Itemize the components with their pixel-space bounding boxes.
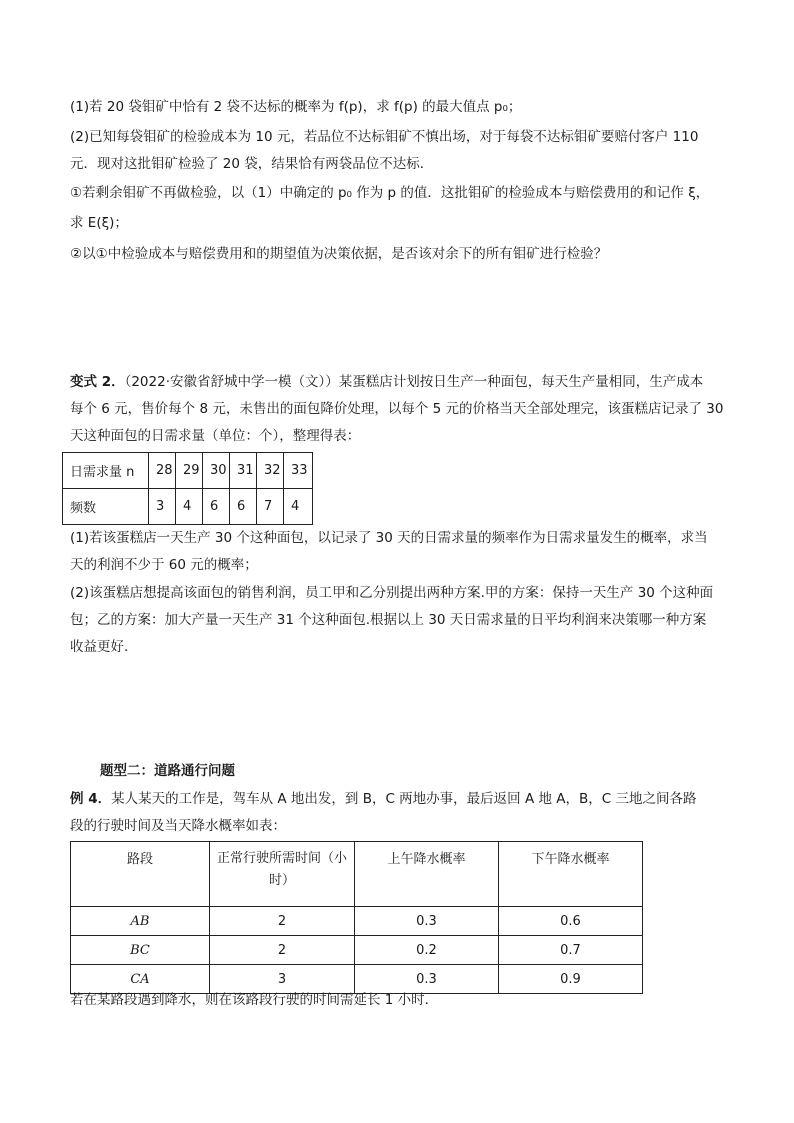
example-4-label: 例 4．	[70, 791, 112, 807]
table-cell: 4	[176, 489, 203, 525]
table-row	[71, 907, 643, 936]
table-cell: 2	[210, 907, 355, 936]
table-cell: 0.3	[355, 965, 499, 994]
demand-frequency-table	[62, 452, 313, 525]
road-time-table	[70, 841, 643, 994]
variant-2-line-3: 天这种面包的日需求量（单位：个），整理得表：	[70, 428, 361, 444]
table-row	[63, 453, 313, 489]
variant-2-text-1: （2022·安徽省舒城中学一模（文））某蛋糕店计划按日生产一种面包，每天生产量相同，生产成本	[124, 374, 704, 390]
table-cell-label: 频数	[63, 489, 149, 525]
table-cell: 0.3	[355, 907, 499, 936]
table-header-row	[71, 842, 643, 907]
variant-2-label: 变式 2．	[70, 374, 125, 390]
table-cell: AB	[71, 907, 210, 936]
table-cell: 32	[257, 453, 284, 489]
header-cell: 路段	[71, 842, 210, 907]
header-cell-time	[210, 842, 355, 907]
example-4-text-1: 某人某天的工作是，驾车从 A 地出发，到 B，C 两地办事，最后返回 A 地 A，B，C 三地之间各路	[111, 791, 697, 807]
table-cell-label: 日需求量 n	[63, 453, 149, 489]
table-cell: 7	[257, 489, 284, 525]
variant-2-q2-line-3: 收益更好.	[70, 639, 129, 655]
section-heading: 题型二：道路通行问题	[100, 763, 235, 779]
question-2-line-2: 元．现对这批钼矿检验了 20 袋，结果恰有两袋品位不达标．	[70, 156, 434, 172]
question-2a-line-2: 求 E(ξ)；	[70, 215, 128, 231]
table-cell: 29	[176, 453, 203, 489]
table-cell: BC	[71, 936, 210, 965]
variant-2-q2-line-1: (2)该蛋糕店想提高该面包的销售利润，员工甲和乙分别提出两种方案.甲的方案：保持一天生产 30 个这种面	[70, 585, 714, 601]
header-cell: 下午降水概率	[499, 842, 643, 907]
table-cell: 0.2	[355, 936, 499, 965]
table-row	[71, 936, 643, 965]
table-cell: 4	[284, 489, 313, 525]
table-cell: CA	[71, 965, 210, 994]
variant-2-q2-line-2: 包；乙的方案：加大产量一天生产 31 个这种面包.根据以上 30 天日需求量的日平均利润来决策哪一种方案	[70, 612, 707, 628]
variant-2-line-2: 每个 6 元，售价每个 8 元，未售出的面包降价处理，以每个 5 元的价格当天全部处理完，该蛋糕店记录了 30	[70, 401, 724, 417]
table-cell: 3	[210, 965, 355, 994]
example-4-line-2: 段的行驶时间及当天降水概率如表：	[70, 818, 286, 834]
question-2-line-1: (2)已知每袋钼矿的检验成本为 10 元，若品位不达标钼矿不慎出场，对于每袋不达标钼矿要赔付客户 110	[70, 129, 699, 145]
table-cell: 28	[149, 453, 176, 489]
table-row	[63, 489, 313, 525]
question-2a-line-1: ①若剩余钼矿不再做检验，以（1）中确定的 p₀ 作为 p 的值．这批钼矿的检验成本与赔偿费用的和记作 ξ，	[70, 185, 710, 201]
header-time-line-1: 正常行驶所需时间（小	[216, 851, 347, 866]
variant-2-line-1	[70, 372, 703, 392]
table-cell: 6	[203, 489, 230, 525]
variant-2-q1-line-2: 天的利润不少于 60 元的概率；	[70, 557, 258, 573]
question-2b: ②以①中检验成本与赔偿费用和的期望值为决策依据，是否该对余下的所有钼矿进行检验？	[70, 246, 608, 262]
table-cell: 0.6	[499, 907, 643, 936]
header-cell: 上午降水概率	[355, 842, 499, 907]
table-cell: 31	[230, 453, 257, 489]
example-4-line-1	[70, 789, 697, 809]
table-cell: 2	[210, 936, 355, 965]
footer-note: 若在某路段遇到降水，则在该路段行驶的时间需延长 1 小时．	[70, 992, 439, 1008]
header-time-line-2: 时）	[268, 873, 295, 888]
variant-2-q1-line-1: (1)若该蛋糕店一天生产 30 个这种面包，以记录了 30 天的日需求量的频率作为日需求量发生的概率，求当	[70, 530, 708, 546]
table-cell: 0.9	[499, 965, 643, 994]
table-cell: 3	[149, 489, 176, 525]
table-cell: 30	[203, 453, 230, 489]
table-cell: 0.7	[499, 936, 643, 965]
question-1: (1)若 20 袋钼矿中恰有 2 袋不达标的概率为 f(p)，求 f(p) 的最大值点 p₀；	[70, 99, 522, 115]
table-cell: 33	[284, 453, 313, 489]
table-cell: 6	[230, 489, 257, 525]
